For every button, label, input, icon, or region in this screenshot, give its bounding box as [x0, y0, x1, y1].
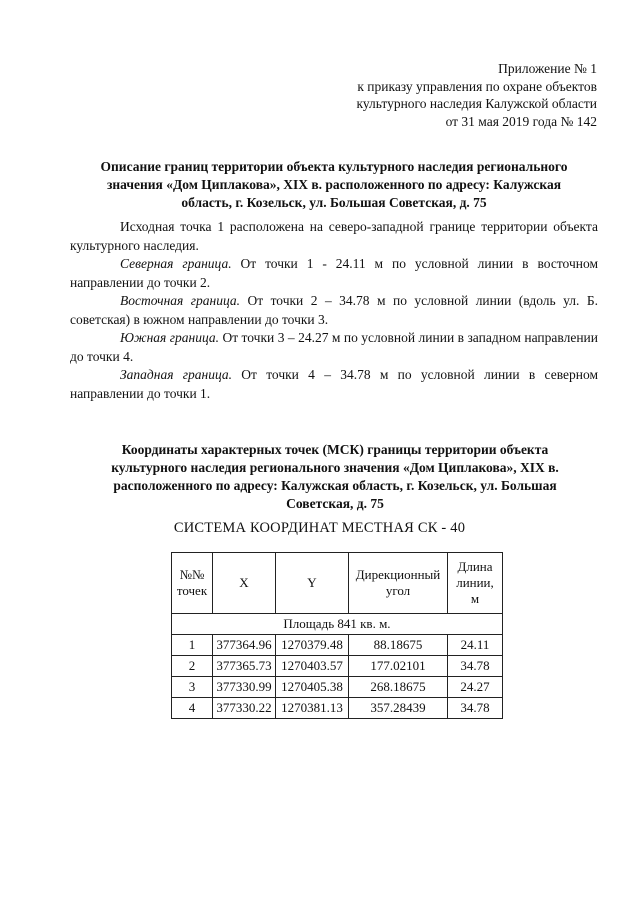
cell-y: 1270381.13	[276, 698, 349, 719]
cell-point-number: 3	[172, 677, 213, 698]
appendix-line: к приказу управления по охране объектов	[357, 78, 597, 94]
cell-y: 1270405.38	[276, 677, 349, 698]
appendix-line: Приложение № 1	[498, 61, 597, 76]
paragraph-start-point	[70, 218, 598, 255]
title-line: значения «Дом Циплакова», XIX в. расположенного по адресу: Калужская	[106, 177, 562, 192]
cell-y: 1270379.48	[276, 635, 349, 656]
coordinate-system-caption: СИСТЕМА КООРДИНАТ МЕСТНАЯ СК - 40	[173, 520, 466, 536]
table-row	[172, 698, 503, 719]
table-row	[172, 677, 503, 698]
coordinates-title	[85, 441, 585, 513]
appendix-header	[356, 60, 597, 130]
area-cell: Площадь 841 кв. м.	[172, 614, 503, 635]
header-direction-angle	[349, 553, 448, 614]
header-text: линии,	[456, 575, 494, 590]
cell-length: 34.78	[448, 656, 503, 677]
paragraph-label: Южная граница.	[120, 330, 220, 345]
paragraph-east-boundary	[70, 292, 598, 329]
paragraph-text: От точки 2 – 34.78 м по условной линии (вдоль ул. Б. советская) в южном направлении до точки 3.	[70, 293, 598, 327]
header-x: X	[213, 553, 276, 614]
cell-x: 377364.96	[213, 635, 276, 656]
coordinates-table	[171, 552, 503, 719]
paragraph-north-boundary	[70, 255, 598, 292]
area-row	[172, 614, 503, 635]
cell-angle: 88.18675	[349, 635, 448, 656]
cell-point-number: 2	[172, 656, 213, 677]
cell-point-number: 1	[172, 635, 213, 656]
paragraph-west-boundary	[70, 366, 598, 403]
header-text: Дирекционный	[355, 567, 441, 582]
cell-length: 24.27	[448, 677, 503, 698]
paragraph-text: От точки 4 – 34.78 м по условной линии в северном направлении до точки 1.	[70, 367, 598, 401]
header-text: точек	[176, 583, 208, 598]
title-line: область, г. Козельск, ул. Большая Советская, д. 75	[181, 195, 487, 210]
cell-angle: 357.28439	[349, 698, 448, 719]
appendix-line: от 31 мая 2019 года № 142	[445, 113, 597, 129]
paragraph-text: От точки 3 – 24.27 м по условной линии в западном направлении до точки 4.	[70, 330, 598, 364]
appendix-line: культурного наследия Калужской области	[356, 96, 597, 111]
cell-x: 377365.73	[213, 656, 276, 677]
cell-y: 1270403.57	[276, 656, 349, 677]
header-y: Y	[276, 553, 349, 614]
header-text: угол	[385, 583, 411, 598]
header-point-number	[172, 553, 213, 614]
header-text: Длина	[457, 559, 493, 574]
paragraph-label: Западная граница.	[120, 367, 233, 382]
header-line-length	[448, 553, 503, 614]
cell-x: 377330.99	[213, 677, 276, 698]
title-line: Описание границ территории объекта культурного наследия регионального	[100, 159, 568, 174]
table-row	[172, 656, 503, 677]
paragraph-label: Северная граница.	[120, 256, 232, 271]
table-row	[172, 635, 503, 656]
paragraph-text: Исходная точка 1 расположена на северо-западной границе территории объекта культурного наследия.	[70, 219, 598, 253]
title-line: культурного наследия регионального значения «Дом Циплакова», XIX в.	[111, 460, 559, 475]
title-line: Координаты характерных точек (МСК) границы территории объекта	[121, 442, 549, 457]
cell-length: 34.78	[448, 698, 503, 719]
header-text: №№	[179, 567, 205, 582]
description-title	[70, 158, 598, 212]
cell-x: 377330.22	[213, 698, 276, 719]
cell-angle: 268.18675	[349, 677, 448, 698]
title-line: Советская, д. 75	[286, 496, 384, 511]
paragraph-south-boundary	[70, 329, 598, 366]
cell-point-number: 4	[172, 698, 213, 719]
boundary-description	[70, 218, 598, 403]
cell-angle: 177.02101	[349, 656, 448, 677]
title-line: расположенного по адресу: Калужская область, г. Козельск, ул. Большая	[113, 478, 557, 493]
cell-length: 24.11	[448, 635, 503, 656]
header-text: м	[470, 591, 480, 606]
paragraph-label: Восточная граница.	[120, 293, 241, 308]
paragraph-text: От точки 1 - 24.11 м по условной линии в восточном направлении до точки 2.	[70, 256, 599, 290]
table-header-row	[172, 553, 503, 614]
